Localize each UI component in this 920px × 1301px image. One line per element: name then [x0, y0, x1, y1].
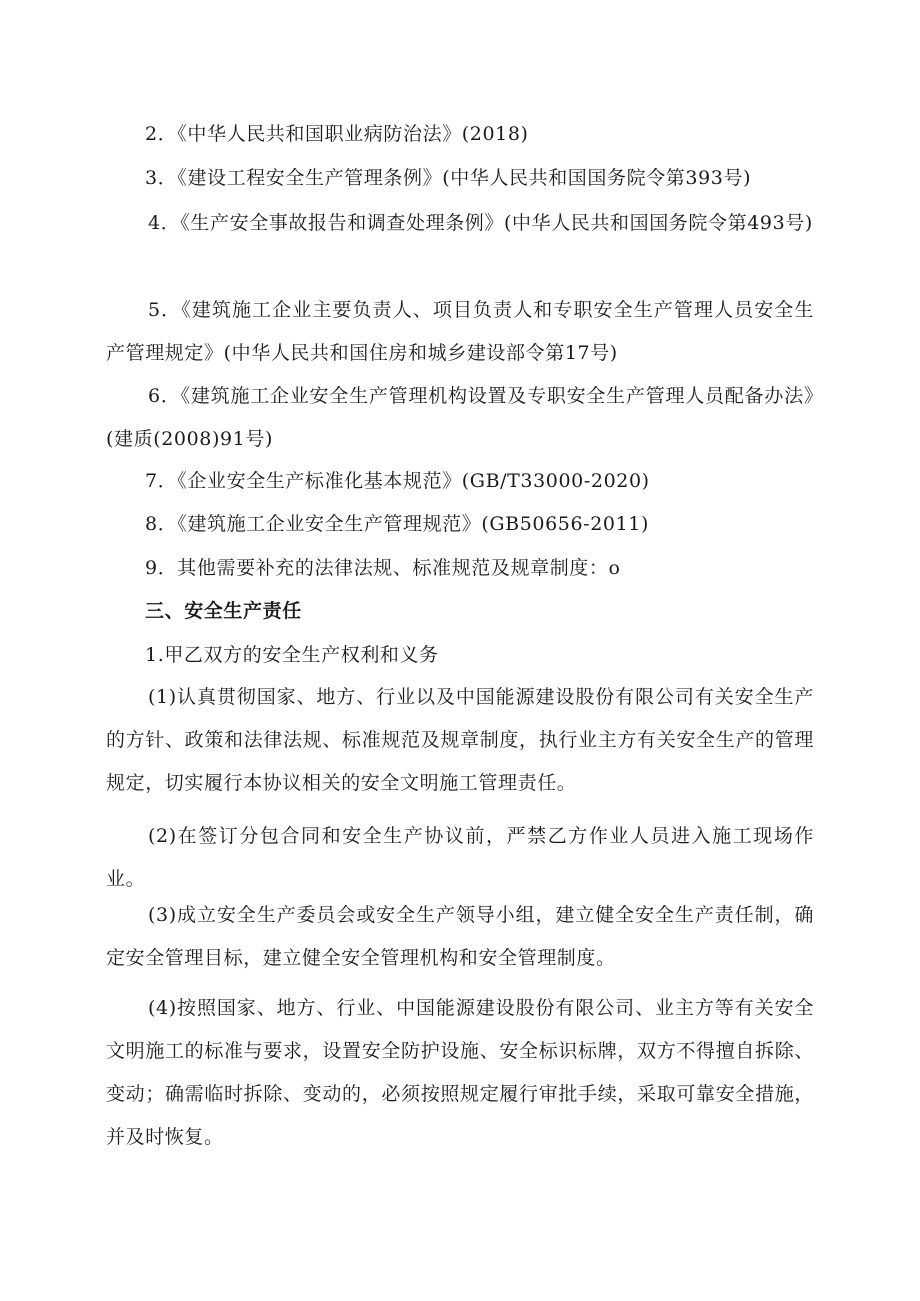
section-heading: 三、安全生产责任 — [145, 600, 302, 622]
clause-1: (1)认真贯彻国家、地方、行业以及中国能源建设股份有限公司有关安全生产的方针、政策和法律法规、标准规范及规章制度，执行业主方有关安全生产的管理规定，切实履行本协议相关的安全文明施工管理责任。 — [106, 686, 814, 794]
reference-item-2: 2．《中华人民共和国职业病防治法》(2018) — [145, 123, 529, 145]
reference-item-9: 9．其他需要补充的法律法规、标准规范及规章制度：o — [145, 557, 621, 579]
reference-item-4: 4．《生产安全事故报告和调查处理条例》(中华人民共和国国务院令第493号) — [148, 212, 813, 234]
reference-item-6: 6．《建筑施工企业安全生产管理机构设置及专职安全生产管理人员配备办法》(建质(2008)91号) — [106, 385, 814, 450]
section-subheading: 1.甲乙双方的安全生产权利和义务 — [145, 644, 439, 666]
reference-item-3: 3．《建设工程安全生产管理条例》(中华人民共和国国务院令第393号) — [145, 167, 752, 189]
reference-item-8: 8．《建筑施工企业安全生产管理规范》(GB50656-2011) — [145, 513, 649, 535]
reference-item-5: 5．《建筑施工企业主要负责人、项目负责人和专职安全生产管理人员安全生产管理规定》(中华人民共和国住房和城乡建设部令第17号) — [106, 299, 814, 364]
clause-4: (4)按照国家、地方、行业、中国能源建设股份有限公司、业主方等有关安全文明施工的标准与要求，设置安全防护设施、安全标识标牌，双方不得擅自拆除、变动；确需临时拆除、变动的，必须按照规定履行审批手续，采取可靠安全措施，并及时恢复。 — [106, 997, 814, 1148]
clause-3: (3)成立安全生产委员会或安全生产领导小组，建立健全安全生产责任制，确定安全管理目标，建立健全安全管理机构和安全管理制度。 — [106, 904, 814, 969]
reference-item-7: 7．《企业安全生产标准化基本规范》(GB/T33000-2020) — [145, 470, 650, 492]
clause-2: (2)在签订分包合同和安全生产协议前，严禁乙方作业人员进入施工现场作业。 — [106, 825, 814, 890]
